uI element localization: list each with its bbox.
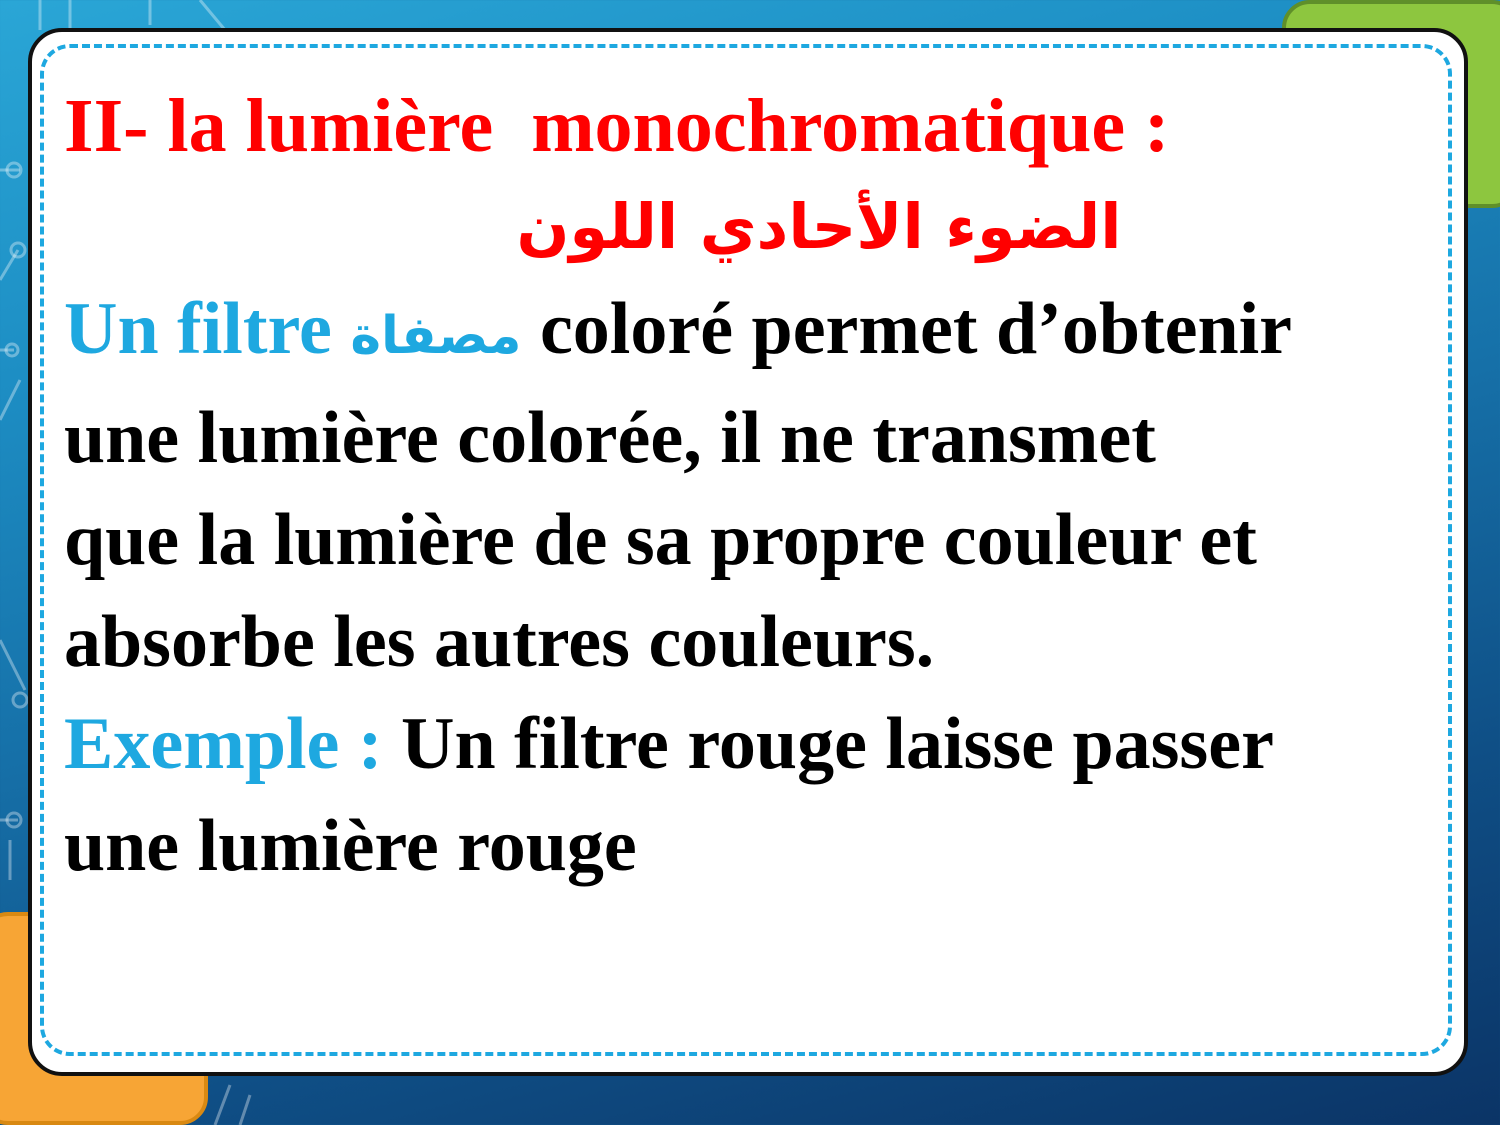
- example-line-1: [64, 693, 1444, 795]
- slide-content: [64, 76, 1444, 897]
- paragraph-line-3: que la lumière de sa propre couleur et: [64, 499, 1257, 581]
- term-arabic: مصفاة: [350, 306, 522, 366]
- example-label: Exemple :: [64, 703, 383, 785]
- paragraph-line-4: absorbe les autres couleurs.: [64, 601, 935, 683]
- example-line-1-text: Un filtre rouge laisse passer: [382, 703, 1274, 785]
- paragraph-line-2: une lumière colorée, il ne transmet: [64, 397, 1156, 479]
- term-un-filtre: Un filtre: [64, 288, 332, 370]
- slide-title: II- la lumière monochromatique :: [64, 84, 1170, 168]
- example-line-2: une lumière rouge: [64, 805, 637, 887]
- paragraph-line-1: [64, 278, 1444, 387]
- arabic-title: الضوء الأحادي اللون: [516, 190, 1122, 263]
- paragraph-line-1-text: coloré permet d’obtenir: [521, 288, 1293, 370]
